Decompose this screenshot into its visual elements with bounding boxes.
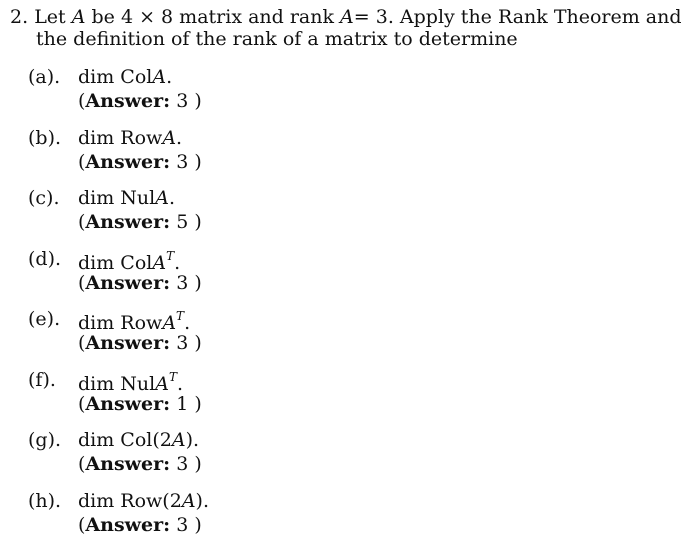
answer-label: Answer: <box>85 332 171 354</box>
subquestion-label: (d). <box>28 247 62 270</box>
answer-value: 3 <box>176 453 189 475</box>
expression-function: dim Row(2 <box>78 489 182 512</box>
matrix-variable: A <box>155 187 169 209</box>
answer-value: 3 <box>176 271 189 294</box>
answer-close-paren: ) <box>188 271 202 294</box>
matrix-variable: A <box>340 6 354 28</box>
expression-function: dim Nul <box>78 187 156 209</box>
answer-close-paren: ) <box>188 453 202 475</box>
answer-close-paren: ) <box>188 392 202 415</box>
problem-text-end: = 3. Apply the Rank Theorem and <box>353 6 682 28</box>
expression-function: dim Nul <box>78 372 156 395</box>
subquestion-label: (a). <box>28 66 61 88</box>
subquestion-label: (f). <box>28 368 56 391</box>
transpose-superscript: T <box>166 248 175 263</box>
matrix-variable: A <box>162 312 177 334</box>
expression-tail: . <box>176 126 183 149</box>
answer-value: 3 <box>176 150 189 173</box>
subquestion-item <box>28 368 608 417</box>
answer-open-paren: ( <box>78 513 86 536</box>
answer-value: 5 <box>176 211 189 233</box>
subquestion-expression <box>78 126 183 149</box>
answer-line <box>78 92 202 111</box>
answer-label: Answer: <box>85 392 171 415</box>
expression-function: dim Col <box>78 251 153 274</box>
answer-label: Answer: <box>85 513 171 536</box>
answer-label: Answer: <box>85 211 171 233</box>
answer-open-paren: ( <box>78 271 86 294</box>
subquestion-item <box>28 68 608 114</box>
subquestion-label: (g). <box>28 429 62 451</box>
subquestion-expression <box>78 189 175 208</box>
matrix-variable: A <box>171 429 186 451</box>
expression-tail: . <box>174 251 181 274</box>
problem-line-2: the definition of the rank of a matrix to determine <box>36 28 518 50</box>
expression-function: dim Row <box>78 312 163 334</box>
answer-line <box>78 513 202 536</box>
subquestion-item <box>28 310 608 356</box>
answer-value: 3 <box>176 513 189 536</box>
answer-open-paren: ( <box>78 150 86 173</box>
subquestion-expression <box>78 250 180 273</box>
subquestion-item <box>28 126 608 175</box>
answer-close-paren: ) <box>188 513 202 536</box>
transpose-superscript: T <box>176 309 185 323</box>
subquestion-label: (b). <box>28 126 62 149</box>
expression-tail: ). <box>185 429 200 451</box>
answer-label: Answer: <box>85 453 171 475</box>
expression-function: dim Col(2 <box>78 429 172 451</box>
answer-close-paren: ) <box>188 211 202 233</box>
expression-tail: . <box>166 66 173 88</box>
answer-close-paren: ) <box>188 90 202 112</box>
answer-line <box>78 392 202 415</box>
answer-line <box>78 213 202 232</box>
subquestion-expression <box>78 371 183 394</box>
answer-open-paren: ( <box>78 211 86 233</box>
answer-label: Answer: <box>85 150 171 173</box>
expression-tail: . <box>184 312 191 334</box>
answer-line <box>78 334 202 353</box>
answer-label: Answer: <box>85 271 171 294</box>
subquestion-label: (c). <box>28 187 60 209</box>
matrix-variable: A <box>152 251 167 274</box>
subquestion-item <box>28 247 608 296</box>
answer-line <box>78 271 202 294</box>
subquestion-label: (h). <box>28 489 62 512</box>
matrix-variable: A <box>162 126 177 149</box>
transpose-superscript: T <box>168 369 177 384</box>
answer-open-paren: ( <box>78 332 86 354</box>
answer-value: 1 <box>176 392 189 415</box>
subquestion-expression <box>78 489 209 512</box>
subquestion-expression <box>78 310 190 333</box>
subquestion-item <box>28 431 608 477</box>
answer-line <box>78 455 202 474</box>
expression-tail: . <box>168 187 176 209</box>
matrix-variable: A <box>152 66 167 88</box>
expression-tail: ). <box>195 489 209 512</box>
answer-close-paren: ) <box>188 150 202 173</box>
answer-value: 3 <box>176 90 189 112</box>
subquestion-item <box>28 489 608 538</box>
problem-line-1 <box>10 8 682 27</box>
answer-value: 3 <box>176 332 189 354</box>
expression-function: dim Row <box>78 126 163 149</box>
subquestion-expression <box>78 431 199 450</box>
answer-open-paren: ( <box>78 453 86 475</box>
matrix-variable: A <box>155 372 169 395</box>
answer-open-paren: ( <box>78 90 86 112</box>
problem-text-mid: be 4 × 8 matrix and rank <box>91 6 334 28</box>
matrix-variable: A <box>71 6 86 28</box>
problem-number: 2. <box>10 6 29 28</box>
answer-label: Answer: <box>85 90 171 112</box>
answer-open-paren: ( <box>78 392 86 415</box>
matrix-variable: A <box>181 489 196 512</box>
problem-text-pre: Let <box>34 6 66 28</box>
expression-tail: . <box>176 372 184 395</box>
subquestion-item <box>28 189 608 235</box>
subquestion-label: (e). <box>28 308 61 330</box>
expression-function: dim Col <box>78 66 153 88</box>
answer-close-paren: ) <box>188 332 202 354</box>
subquestion-expression <box>78 68 172 87</box>
answer-line <box>78 150 202 173</box>
